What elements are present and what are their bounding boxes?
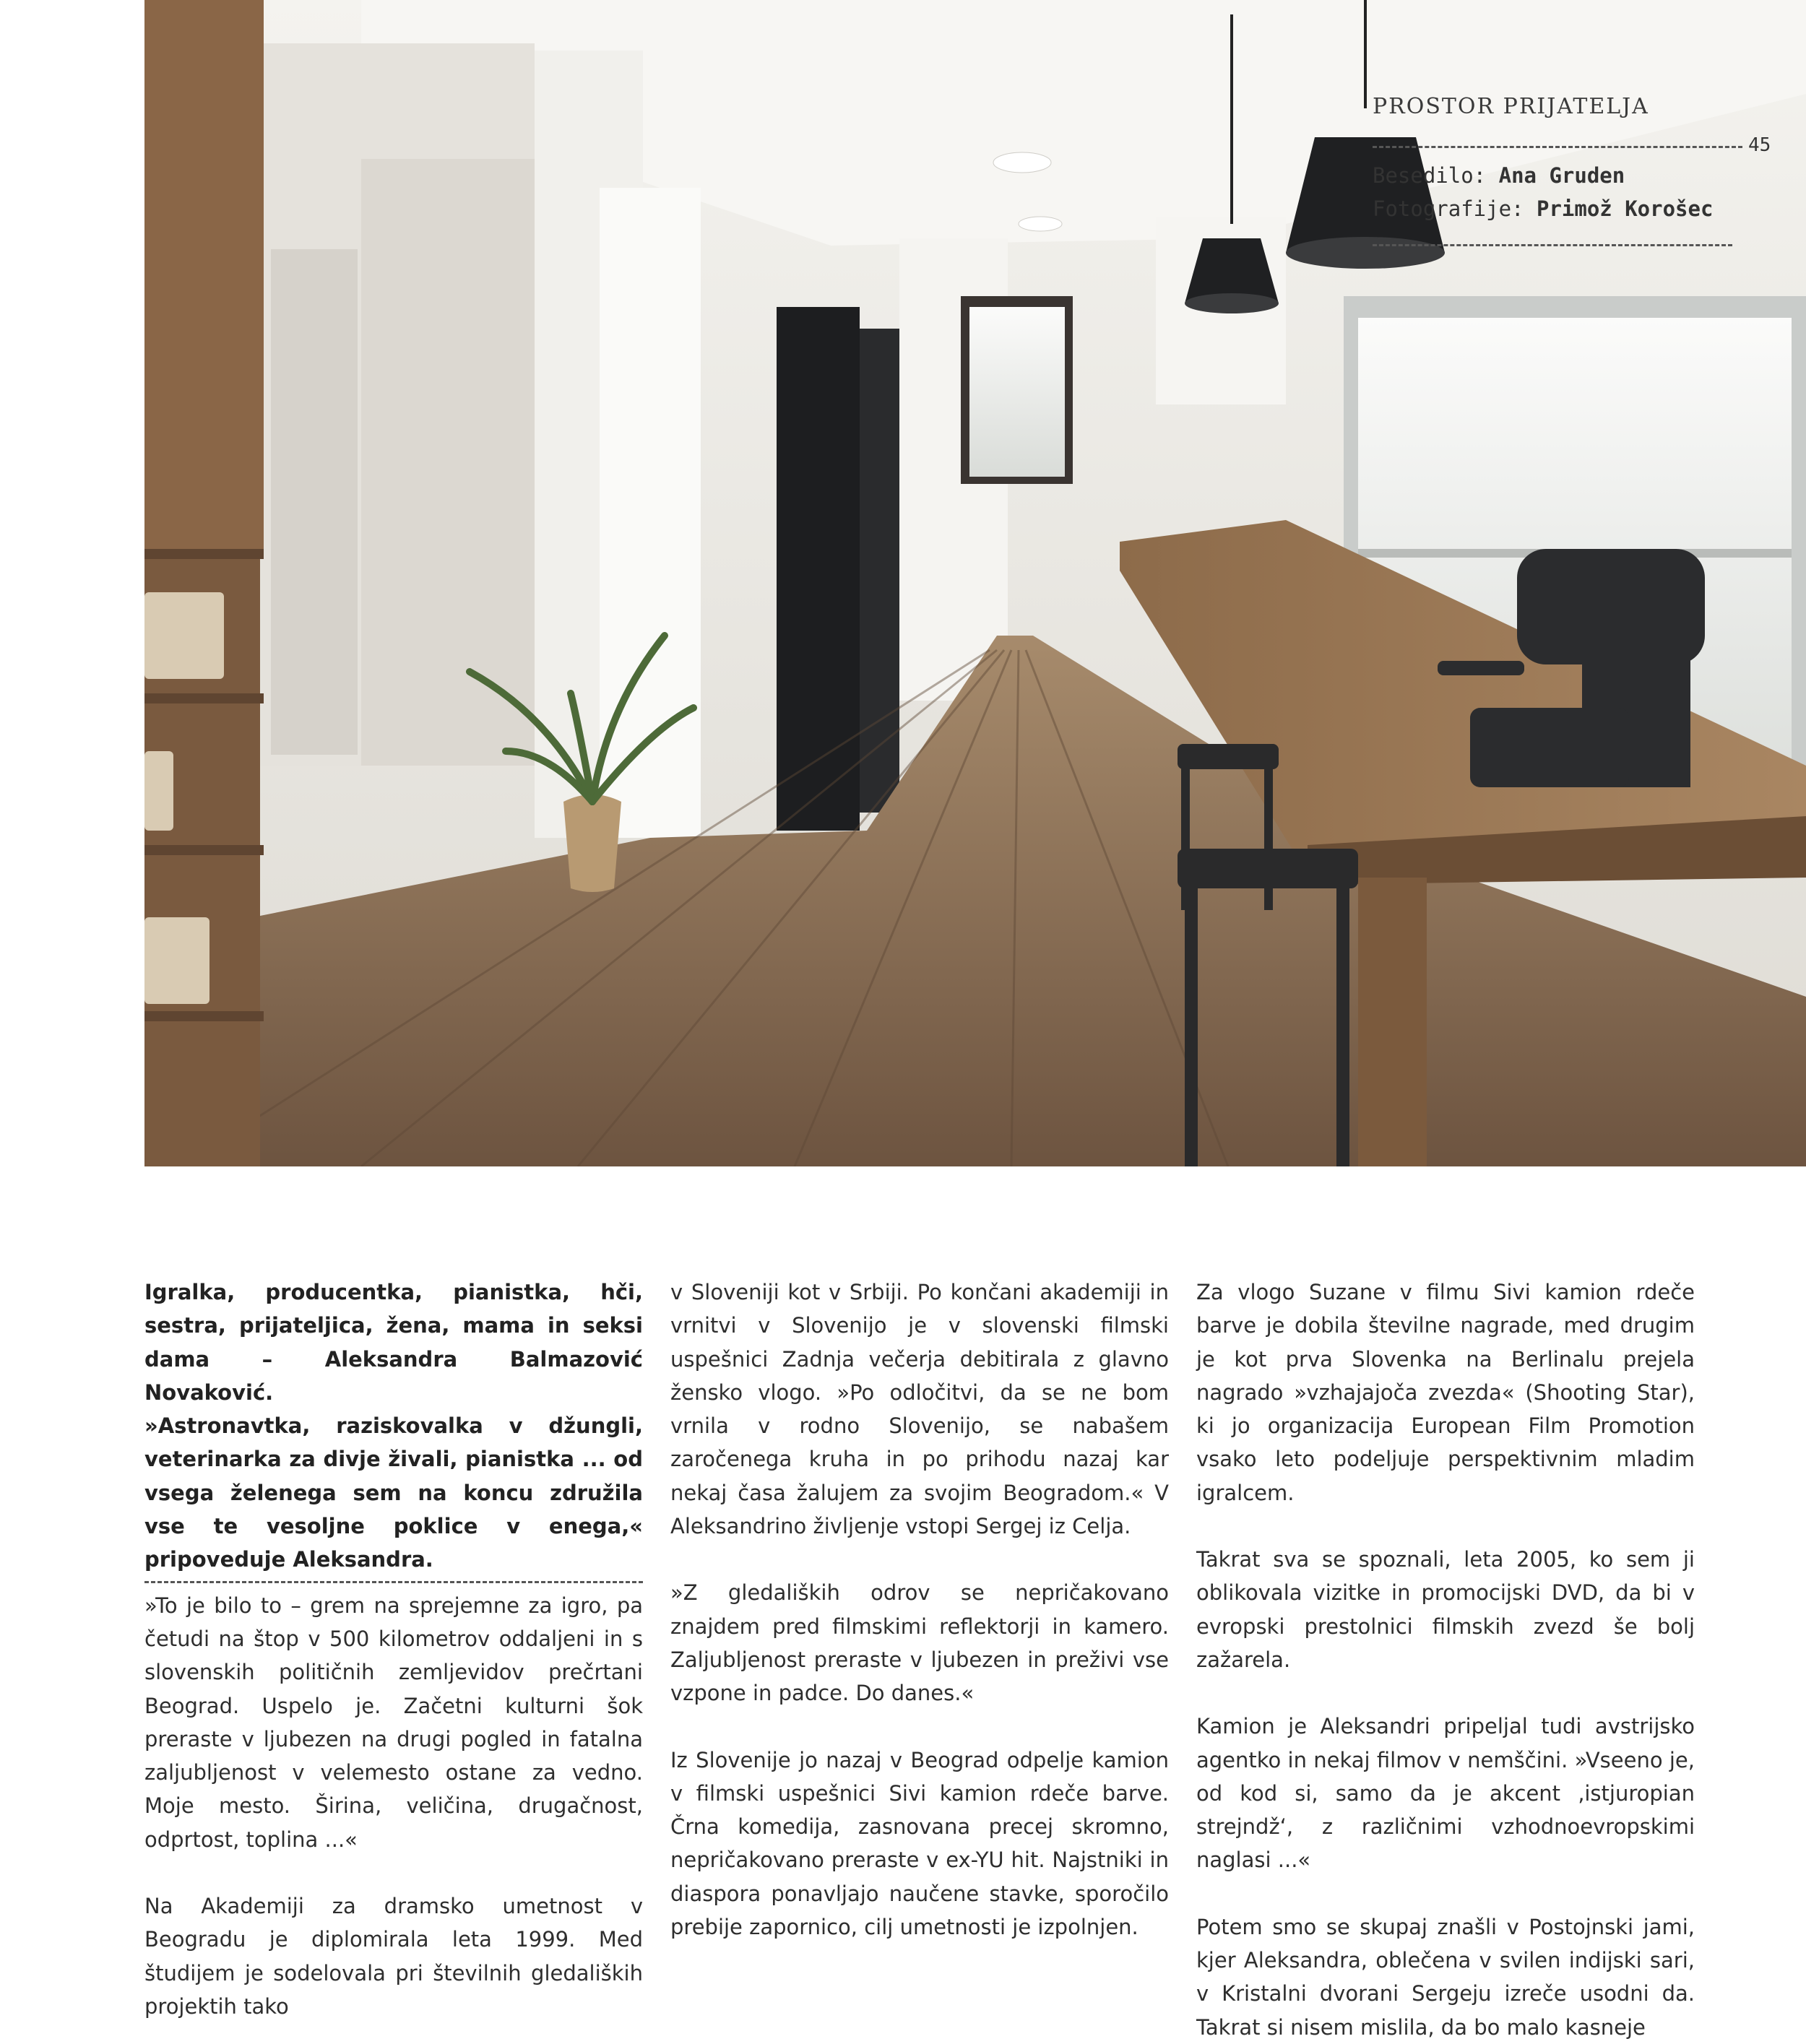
credit-text-role: Besedilo: [1373,163,1487,188]
credit-photos-role: Fotografije: [1373,196,1524,221]
body-paragraph: Na Akademiji za dramsko umetnost v Beogradu je diplomirala leta 1999. Med študijem je sodelovala pri številnih gledaliških projektih tako [144,1894,643,2019]
lead-quote: »Astronavtka, raziskovalka v džungli, veterinarka za divje živali, pianistka ... od vsega želenega sem na koncu združila vse te vesoljne poklice v enega,« pripoveduje Aleksandra. [144,1413,643,1572]
body-paragraph: Potem smo se skupaj znašli v Postojnski jami, kjer Aleksandra, oblečena v svilen indijski sari, v Kristalni dvorani Sergeju izreče usodni da. Takrat si nisem mislila, da bo malo kasneje [1196,1914,1695,2040]
body-paragraph: »To je bilo to – grem na sprejemne za igro, pa četudi na štop v 500 kilometrov oddaljeni in s slovenskih političnih zemljevidov prečrtani Beograd. Uspelo je. Začetni kulturni šok preraste v ljubezen na drugi pogled in fatalna zaljubljenost v velemesto ostane za vedno. Moje mesto. Širina, veličina, drugačnost, odprtost, toplina ...« [144,1593,643,1852]
lead-paragraph: Igralka, producentka, pianistka, hči, sestra, prijateljica, žena, mama in seksi dama – Aleksandra Balmazović Novaković. [144,1280,643,1405]
page-number: 45 [1748,134,1771,156]
body-paragraph: Kamion je Aleksandri pripeljal tudi avstrijsko agentko in nekaj filmov v nemščini. »Vseeno je, od kod si, samo da je akcent ‚istjuropian strejndž‘, z različnimi vzhodnoevropskimi naglasi ...« [1196,1714,1695,1873]
article-column-1 [144,1276,643,2023]
credit-text [1373,163,1625,188]
credit-text-author: Ana Gruden [1498,163,1625,188]
body-paragraph: »Z gledaliških odrov se nepričakovano znajdem pred filmskimi reflektorji in kamero. Zaljubljenost preraste v ljubezen in preživi vse vzpone in padce. Do danes.« [670,1580,1169,1706]
body-paragraph: Iz Slovenije jo nazaj v Beograd odpelje kamion v filmski uspešnici Sivi kamion rdeče barve. Črna komedija, zasnovana precej skromno, nepričakovano preraste v ex-YU hit. Najstniki in diaspora ponavljajo naučene stavke, sporočilo prebije zapornico, cilj umetnosti je izpolnjen. [670,1747,1169,1940]
section-label: PROSTOR PRIJATELJA [1373,94,1649,119]
header-divider-top [1373,146,1742,148]
lead-divider [144,1581,643,1583]
body-paragraph: v Sloveniji kot v Srbiji. Po končani akademiji in vrnitvi v Slovenijo je v slovenski filmski uspešnici Zadnja večerja debitirala z glavno žensko vlogo. »Po odločitvi, da se ne bom vrnila v rodno Slovenijo, se nabašem zaročenega kruha in po prihodu nazaj kar nekaj časa žalujem za svojim Beogradom.« V Aleksandrino življenje vstopi Sergej iz Celja. [670,1280,1169,1539]
header-divider-bottom [1373,244,1732,246]
body-paragraph: Takrat sva se spoznali, leta 2005, ko sem ji oblikovala vizitke in promocijski DVD, da bi v evropski prestolnici filmskih zvezd še bolj zažarela. [1196,1547,1695,1672]
credit-photos-author: Primož Korošec [1536,196,1714,221]
credit-photos [1373,196,1713,221]
article-column-2 [670,1276,1169,1944]
article-column-3 [1196,1276,1695,2044]
body-paragraph: Za vlogo Suzane v filmu Sivi kamion rdeče barve je dobila številne nagrade, med drugim je kot prva Slovenka na Berlinalu prejela nagrado »vzhajajoča zvezda« (Shooting Star), ki jo organizacija European Film Promotion vsako leto podeljuje perspektivnim mladim igralcem. [1196,1280,1695,1505]
